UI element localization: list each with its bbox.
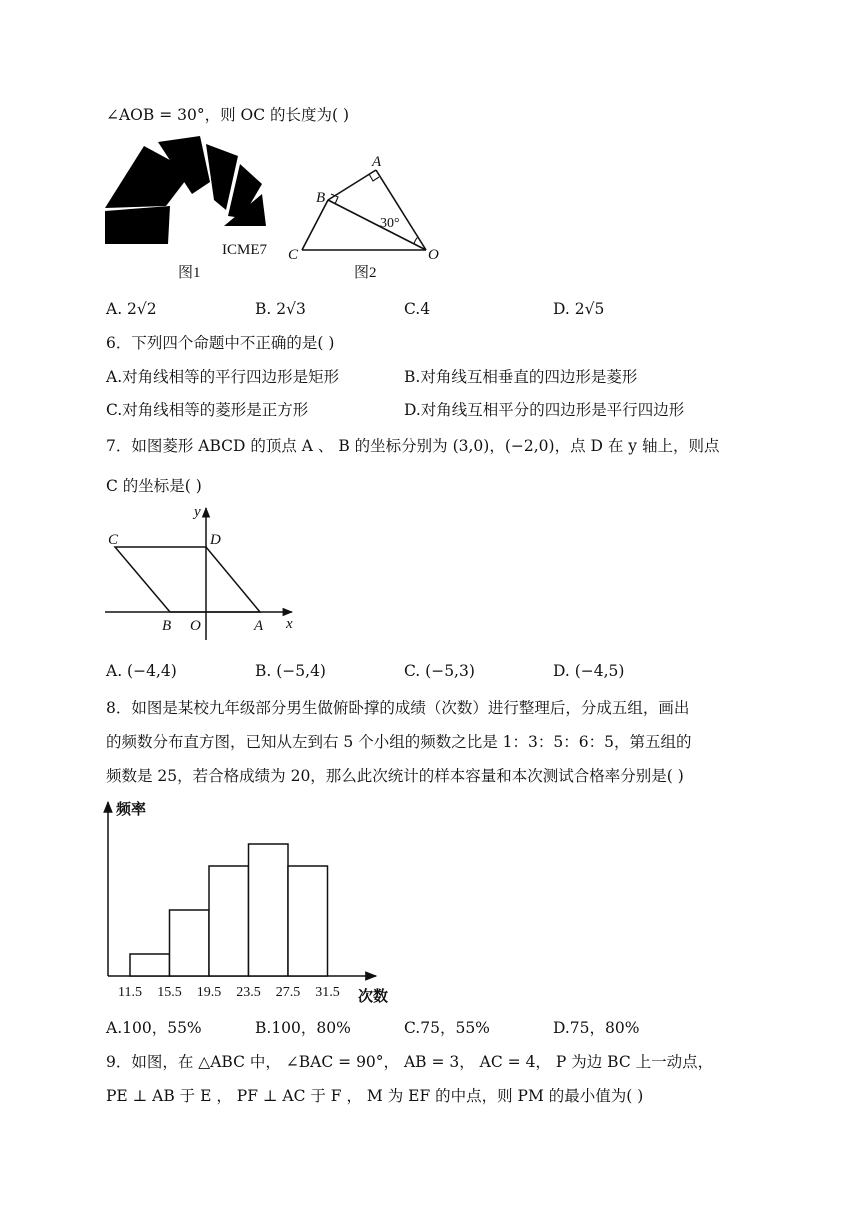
label-A: A <box>254 618 264 634</box>
fig2-caption: 图2 <box>354 265 377 281</box>
q6-option-c: C.对角线相等的菱形是正方形 <box>106 401 309 419</box>
fig1-caption: 图1 <box>178 265 201 281</box>
label-O: O <box>428 247 439 263</box>
hist-tick-label: 11.5 <box>118 985 142 1000</box>
q7-stem-line1: 7．如图菱形 ABCD 的顶点 A 、 B 的坐标分别为 (3,0)，(−2,0)，点 D 在 y 轴上，则点 <box>106 437 720 455</box>
q8-option-b: B.100，80% <box>255 1019 351 1037</box>
hist-bar-1 <box>130 954 170 976</box>
q5-option-b: B. 2√3 <box>255 300 306 318</box>
label-B: B <box>162 618 172 634</box>
hist-tick-label: 31.5 <box>315 985 340 1000</box>
label-A: A <box>372 154 382 170</box>
hist-tick-label: 15.5 <box>157 985 182 1000</box>
q5-option-c: C.4 <box>404 300 431 318</box>
hist-bar-4 <box>249 844 289 976</box>
label-C: C <box>108 532 119 548</box>
q8-option-c: C.75，55% <box>404 1019 490 1037</box>
q8-option-d: D.75，80% <box>553 1019 640 1037</box>
label-y: y <box>194 504 201 520</box>
q7-figure <box>100 500 310 640</box>
label-angle-30: 30° <box>380 216 400 231</box>
hist-tick-label: 19.5 <box>196 985 222 1000</box>
q5-figure2 <box>280 150 450 285</box>
rhombus-ABCD <box>115 547 260 612</box>
q8-stem-line1: 8．如图是某校九年级部分男生做俯卧撑的成绩（次数）进行整理后，分成五组，画出 <box>106 699 690 717</box>
q8-option-a: A.100，55% <box>106 1019 202 1037</box>
segment-BC <box>302 200 328 250</box>
angle-arc-O <box>414 237 418 244</box>
label-x: x <box>286 616 293 632</box>
q7-option-b: B. (−5,4) <box>255 662 326 680</box>
hist-y-label: 频率 <box>116 802 147 818</box>
q6-stem: 6．下列四个命题中不正确的是( ) <box>106 334 335 352</box>
label-O: O <box>190 618 201 634</box>
right-angle-A <box>369 174 379 181</box>
q8-stem-line2: 的频数分布直方图，已知从左到右 5 个小组的频数之比是 1：3：5：6：5，第五组的 <box>106 733 692 751</box>
logo-text: ICME7 <box>222 242 267 258</box>
hist-tick-label: 27.5 <box>275 985 301 1000</box>
q5-option-d: D. 2√5 <box>553 300 605 318</box>
label-B: B <box>316 190 326 206</box>
q7-option-d: D. (−4,5) <box>553 662 625 680</box>
q7-stem-line2: C 的坐标是( ) <box>106 477 202 495</box>
hist-bar-2 <box>170 910 210 976</box>
q7-option-c: C. (−5,3) <box>404 662 475 680</box>
q9-stem-line2: PE ⊥ AB 于 E ， PF ⊥ AC 于 F ， M 为 EF 的中点，则 PM 的最小值为( ) <box>106 1087 644 1105</box>
q8-histogram <box>96 796 406 1008</box>
q6-option-d: D.对角线互相平分的四边形是平行四边形 <box>404 401 685 419</box>
q5-figure1 <box>100 136 280 286</box>
q5-option-a: A. 2√2 <box>106 300 157 318</box>
q5-stem-tail: ∠AOB = 30°，则 OC 的长度为( ) <box>106 106 350 124</box>
q8-stem-line3: 频数是 25，若合格成绩为 20，那么此次统计的样本容量和本次测试合格率分别是( ) <box>106 767 684 785</box>
q6-option-a: A.对角线相等的平行四边形是矩形 <box>106 368 340 386</box>
hist-x-label: 次数 <box>358 989 389 1005</box>
q6-option-b: B.对角线互相垂直的四边形是菱形 <box>404 368 638 386</box>
q7-option-a: A. (−4,4) <box>106 662 177 680</box>
hist-tick-label: 23.5 <box>236 985 261 1000</box>
label-C: C <box>288 247 299 263</box>
logo-wedge-1 <box>105 206 170 244</box>
hist-bar-3 <box>209 866 249 976</box>
label-D: D <box>210 532 221 548</box>
q9-stem-line1: 9．如图，在 △ABC 中， ∠BAC = 90°， AB = 3， AC = 4， P 为边 BC 上一动点， <box>106 1053 714 1071</box>
hist-bar-5 <box>288 866 328 976</box>
